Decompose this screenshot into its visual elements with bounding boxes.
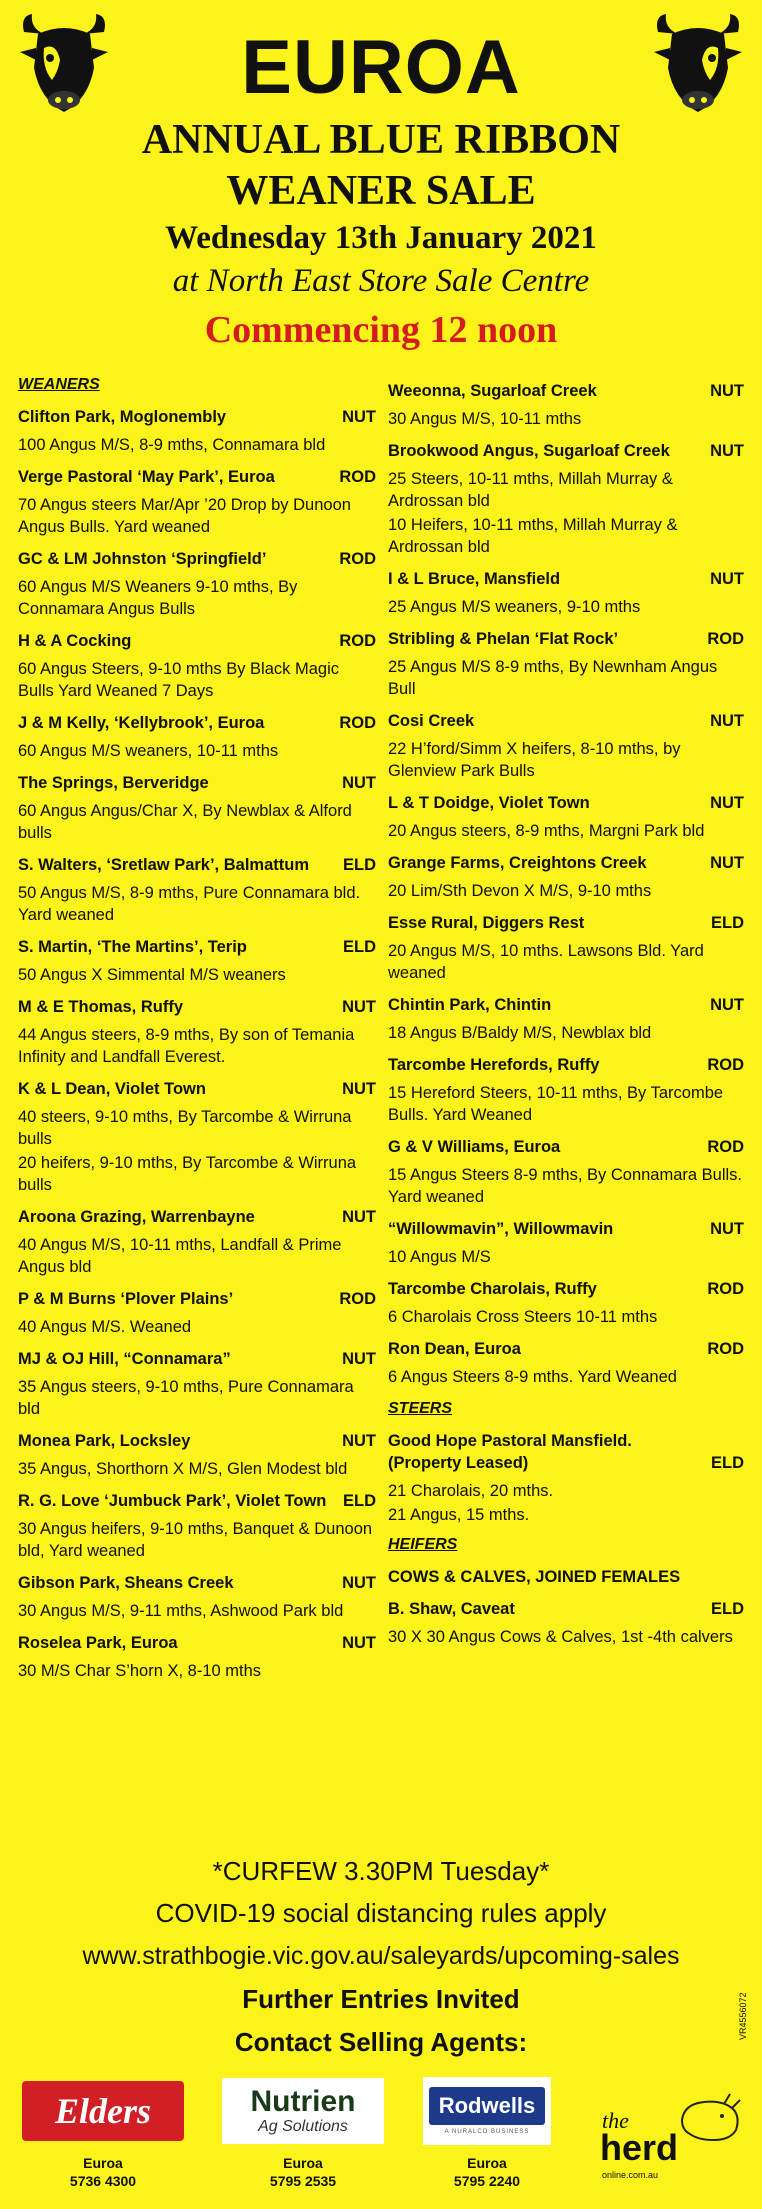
vendor-name: S. Martin, ‘The Martins’, Terip bbox=[18, 938, 247, 956]
rodwells-logo-text: Rodwells bbox=[429, 2087, 546, 2125]
agent-location: Euroa bbox=[83, 2155, 123, 2171]
agent-code: ROD bbox=[707, 1138, 744, 1156]
vendor-name: Esse Rural, Diggers Rest bbox=[388, 914, 585, 932]
lot-description: 25 Angus M/S 8-9 mths, By Newnham Angus Bull bbox=[388, 658, 718, 698]
vendor-line bbox=[388, 1278, 744, 1300]
agent-code: NUT bbox=[342, 1080, 376, 1098]
agent-code: NUT bbox=[710, 382, 744, 400]
vendor-name: Roselea Park, Euroa bbox=[18, 1634, 178, 1652]
vendor-line bbox=[18, 466, 376, 488]
lot-description: 22 H’ford/Simm X heifers, 8-10 mths, by Glenview Park Bulls bbox=[388, 740, 681, 780]
agent-code: ELD bbox=[343, 856, 376, 874]
agent-code: NUT bbox=[342, 774, 376, 792]
vendor-name: Aroona Grazing, Warrenbayne bbox=[18, 1208, 255, 1226]
vendor-name: MJ & OJ Hill, “Connamara” bbox=[18, 1350, 231, 1368]
vendor-name: P & M Burns ‘Plover Plains’ bbox=[18, 1290, 234, 1308]
weaners-heading: WEANERS bbox=[18, 376, 100, 393]
further-entries: Further Entries Invited bbox=[242, 1984, 520, 2014]
agent-code: NUT bbox=[342, 998, 376, 1016]
vendor-line bbox=[18, 406, 376, 428]
agent-code: ROD bbox=[707, 1280, 744, 1298]
vendor-line bbox=[388, 1136, 744, 1158]
vendor-name: Brookwood Angus, Sugarloaf Creek bbox=[388, 442, 670, 460]
lot-description: 60 Angus M/S weaners, 10-11 mths bbox=[18, 742, 279, 760]
lot-description: 20 Angus steers, 8-9 mths, Margni Park bld bbox=[388, 822, 705, 840]
lot-description: 30 Angus M/S, 9-11 mths, Ashwood Park bld bbox=[18, 1602, 344, 1620]
lot-description: 60 Angus M/S Weaners 9-10 mths, By Connamara Angus Bulls bbox=[18, 578, 298, 618]
town-title: EUROA bbox=[241, 25, 521, 110]
rodwells-logo-sub: A NURALCO BUSINESS bbox=[444, 2129, 530, 2135]
lot-description: 15 Angus Steers 8-9 mths, By Connamara Bulls. Yard weaned bbox=[388, 1166, 743, 1206]
vendor-line bbox=[18, 548, 376, 570]
vendor-name: K & L Dean, Violet Town bbox=[18, 1080, 206, 1098]
herd-logo-site: online.com.au bbox=[602, 2170, 659, 2180]
lot-description: 30 Angus heifers, 9-10 mths, Banquet & Dunoon bld, Yard weaned bbox=[18, 1520, 373, 1560]
heifers-subheading: COWS & CALVES, JOINED FEMALES bbox=[388, 1568, 681, 1586]
vendor-name: Ron Dean, Euroa bbox=[388, 1340, 521, 1358]
vendor-name: B. Shaw, Caveat bbox=[388, 1600, 515, 1618]
lot-description: 30 Angus M/S, 10-11 mths bbox=[388, 410, 582, 428]
vendor-name: “Willowmavin”, Willowmavin bbox=[388, 1220, 614, 1238]
weaners-list bbox=[18, 406, 376, 1682]
lot-description: 100 Angus M/S, 8-9 mths, Connamara bld bbox=[18, 436, 326, 454]
lot-description: 44 Angus steers, 8-9 mths, By son of Temania Infinity and Landfall Everest. bbox=[18, 1026, 355, 1066]
agent-code: ELD bbox=[343, 938, 376, 956]
rodwells-logo bbox=[423, 2077, 551, 2145]
vendor-line bbox=[18, 1490, 376, 1512]
vendor-line bbox=[388, 912, 744, 934]
agent-code: ELD bbox=[711, 914, 744, 932]
cow-outline-icon bbox=[674, 2090, 744, 2150]
weaners-list-continued bbox=[388, 380, 744, 1388]
agent-code: NUT bbox=[710, 794, 744, 812]
vendor-line bbox=[388, 792, 744, 814]
vendor-line bbox=[18, 854, 376, 876]
lot-description: 15 Hereford Steers, 10-11 mths, By Tarcombe Bulls. Yard Weaned bbox=[388, 1084, 724, 1124]
vendor-line bbox=[388, 1218, 744, 1240]
vendor-line bbox=[18, 1430, 376, 1452]
agent-code: ROD bbox=[339, 1290, 376, 1308]
vendor-name: Tarcombe Charolais, Ruffy bbox=[388, 1280, 597, 1298]
agent-location: Euroa bbox=[283, 2155, 323, 2171]
vendor-line bbox=[388, 1598, 744, 1620]
agent-code: ROD bbox=[339, 632, 376, 650]
vendor-line bbox=[388, 994, 744, 1016]
vendor-line bbox=[388, 440, 744, 462]
vendor-line bbox=[388, 568, 744, 590]
agent-phone: 5736 4300 bbox=[69, 2173, 137, 2189]
agent-phone: 5795 2535 bbox=[269, 2173, 337, 2189]
lot-description: 60 Angus Steers, 9-10 mths By Black Magic Bulls Yard Weaned 7 Days bbox=[18, 660, 339, 700]
lot-description: 50 Angus X Simmental M/S weaners bbox=[18, 966, 286, 984]
curfew-notice: *CURFEW 3.30PM Tuesday* bbox=[212, 1856, 550, 1886]
elders-logo: Elders bbox=[22, 2081, 184, 2141]
agent-code: NUT bbox=[710, 712, 744, 730]
agent-code: ROD bbox=[339, 468, 376, 486]
agent-code: ELD bbox=[343, 1492, 376, 1510]
entries-column-right bbox=[388, 370, 744, 1650]
agent-code: ELD bbox=[711, 1600, 744, 1618]
agent-phone: 5795 2240 bbox=[453, 2173, 521, 2189]
herd-logo-name: herd bbox=[600, 2127, 679, 2168]
agent-code: NUT bbox=[710, 996, 744, 1014]
lot-description: 20 Angus M/S, 10 mths. Lawsons Bld. Yard weaned bbox=[388, 942, 704, 982]
vendor-name: Cosi Creek bbox=[388, 712, 475, 730]
agent-code: NUT bbox=[710, 1220, 744, 1238]
commencing-time: Commencing 12 noon bbox=[204, 309, 558, 351]
vendor-line bbox=[388, 628, 744, 650]
vendor-line bbox=[388, 1430, 744, 1474]
vendor-line bbox=[388, 1338, 744, 1360]
the-herd-logo bbox=[596, 2078, 746, 2188]
agent-code: NUT bbox=[710, 442, 744, 460]
sale-title-line1: ANNUAL BLUE RIBBON bbox=[141, 117, 621, 163]
agent-nutrien bbox=[218, 2076, 388, 2190]
document-reference: VR4556072 bbox=[738, 1992, 748, 2040]
vendor-name: Stribling & Phelan ‘Flat Rock’ bbox=[388, 630, 619, 648]
vendor-name: M & E Thomas, Ruffy bbox=[18, 998, 184, 1016]
vendor-line bbox=[18, 1288, 376, 1310]
lot-description: 10 Heifers, 10-11 mths, Millah Murray & Ardrossan bld bbox=[388, 516, 678, 556]
lot-description: 21 Angus, 15 mths. bbox=[388, 1506, 530, 1524]
agent-code: NUT bbox=[342, 408, 376, 426]
heifers-heading: HEIFERS bbox=[388, 1536, 458, 1553]
lot-description: 40 Angus M/S, 10-11 mths, Landfall & Prime Angus bld bbox=[18, 1236, 342, 1276]
agent-code: NUT bbox=[342, 1634, 376, 1652]
lot-description: 25 Steers, 10-11 mths, Millah Murray & Ardrossan bld bbox=[388, 470, 673, 510]
vendor-name: Tarcombe Herefords, Ruffy bbox=[388, 1056, 600, 1074]
agent-code: ROD bbox=[707, 1056, 744, 1074]
vendor-name: S. Walters, ‘Sretlaw Park’, Balmattum bbox=[18, 856, 309, 874]
sale-title-line2: WEANER SALE bbox=[226, 168, 536, 214]
lot-description: 30 X 30 Angus Cows & Calves, 1st -4th calvers bbox=[388, 1628, 733, 1646]
vendor-line bbox=[18, 996, 376, 1018]
lot-description: 21 Charolais, 20 mths. bbox=[388, 1482, 554, 1500]
lot-description: 30 M/S Char S’horn X, 8-10 mths bbox=[18, 1662, 262, 1680]
covid-notice: COVID-19 social distancing rules apply bbox=[155, 1898, 607, 1928]
lot-description: 50 Angus M/S, 8-9 mths, Pure Connamara bld. Yard weaned bbox=[18, 884, 361, 924]
lot-description: 10 Angus M/S bbox=[388, 1248, 491, 1266]
lot-description: 70 Angus steers Mar/Apr ’20 Drop by Dunoon Angus Bulls. Yard weaned bbox=[18, 496, 351, 536]
agent-code: NUT bbox=[710, 570, 744, 588]
vendor-line bbox=[18, 1348, 376, 1370]
vendor-name: Gibson Park, Sheans Creek bbox=[18, 1574, 234, 1592]
vendor-line bbox=[18, 1206, 376, 1228]
lot-description: 6 Charolais Cross Steers 10-11 mths bbox=[388, 1308, 658, 1326]
vendor-name: I & L Bruce, Mansfield bbox=[388, 570, 561, 588]
sale-venue: at North East Store Sale Centre bbox=[172, 263, 590, 299]
vendor-line bbox=[18, 936, 376, 958]
lot-description: 35 Angus, Shorthorn X M/S, Glen Modest bld bbox=[18, 1460, 348, 1478]
vendor-line bbox=[388, 380, 744, 402]
vendor-line bbox=[18, 712, 376, 734]
vendor-name: G & V Williams, Euroa bbox=[388, 1138, 561, 1156]
lot-description: 25 Angus M/S weaners, 9-10 mths bbox=[388, 598, 641, 616]
lot-description: 18 Angus B/Baldy M/S, Newblax bld bbox=[388, 1024, 652, 1042]
contact-agents-heading: Contact Selling Agents: bbox=[234, 2027, 528, 2057]
vendor-name: Weeonna, Sugarloaf Creek bbox=[388, 382, 597, 400]
steers-heading: STEERS bbox=[388, 1400, 453, 1417]
vendor-name: Verge Pastoral ‘May Park’, Euroa bbox=[18, 468, 275, 486]
agent-location: Euroa bbox=[467, 2155, 507, 2171]
vendor-name: R. G. Love ‘Jumbuck Park’, Violet Town bbox=[18, 1492, 327, 1510]
nutrien-logo-text: Nutrien bbox=[250, 2085, 356, 2118]
entries-column-left bbox=[18, 370, 376, 1684]
agent-code: NUT bbox=[342, 1574, 376, 1592]
agent-elders bbox=[18, 2076, 188, 2190]
vendor-name: Chintin Park, Chintin bbox=[388, 996, 552, 1014]
vendor-name: GC & LM Johnston ‘Springfield’ bbox=[18, 550, 267, 568]
vendor-name: The Springs, Berveridge bbox=[18, 774, 209, 792]
agent-code: ROD bbox=[707, 1340, 744, 1358]
lot-description: 40 steers, 9-10 mths, By Tarcombe & Wirruna bulls bbox=[18, 1108, 352, 1148]
agent-code: ROD bbox=[339, 714, 376, 732]
nutrien-logo-sub: Ag Solutions bbox=[258, 2118, 348, 2135]
lot-description: 6 Angus Steers 8-9 mths. Yard Weaned bbox=[388, 1368, 677, 1386]
vendor-line bbox=[388, 1054, 744, 1076]
sale-date: Wednesday 13th January 2021 bbox=[165, 220, 597, 256]
herd-logo-the: the bbox=[602, 2108, 629, 2133]
agent-code: ELD bbox=[711, 1454, 744, 1472]
lot-description: 20 heifers, 9-10 mths, By Tarcombe & Wirruna bulls bbox=[18, 1154, 357, 1194]
vendor-name: Clifton Park, Moglonembly bbox=[18, 408, 227, 426]
vendor-line bbox=[388, 710, 744, 732]
lot-description: 60 Angus Angus/Char X, By Newblax & Alford bulls bbox=[18, 802, 352, 842]
agent-code: NUT bbox=[710, 854, 744, 872]
vendor-line bbox=[18, 1572, 376, 1594]
lot-description: 35 Angus steers, 9-10 mths, Pure Connamara bld bbox=[18, 1378, 354, 1418]
lot-description: 40 Angus M/S. Weaned bbox=[18, 1318, 192, 1336]
vendor-line bbox=[18, 1632, 376, 1654]
vendor-name: L & T Doidge, Violet Town bbox=[388, 794, 590, 812]
saleyards-link[interactable]: www.strathbogie.vic.gov.au/saleyards/upcoming-sales bbox=[82, 1942, 680, 1970]
lot-description: 20 Lim/Sth Devon X M/S, 9-10 mths bbox=[388, 882, 652, 900]
vendor-name: H & A Cocking bbox=[18, 632, 132, 650]
agent-code: NUT bbox=[342, 1432, 376, 1450]
agent-code: NUT bbox=[342, 1350, 376, 1368]
vendor-name: Monea Park, Locksley bbox=[18, 1432, 191, 1450]
agent-code: NUT bbox=[342, 1208, 376, 1226]
vendor-line bbox=[388, 852, 744, 874]
agent-rodwells bbox=[402, 2076, 572, 2190]
vendor-line bbox=[18, 772, 376, 794]
agent-code: ROD bbox=[707, 630, 744, 648]
vendor-line bbox=[18, 1078, 376, 1100]
vendor-name: J & M Kelly, ‘Kellybrook’, Euroa bbox=[18, 714, 265, 732]
nutrien-logo bbox=[222, 2078, 384, 2144]
vendor-line bbox=[18, 630, 376, 652]
vendor-name: Grange Farms, Creightons Creek bbox=[388, 854, 647, 872]
agent-code: ROD bbox=[339, 550, 376, 568]
vendor-name: Good Hope Pastoral Mansfield. (Property Leased) bbox=[388, 1432, 632, 1472]
